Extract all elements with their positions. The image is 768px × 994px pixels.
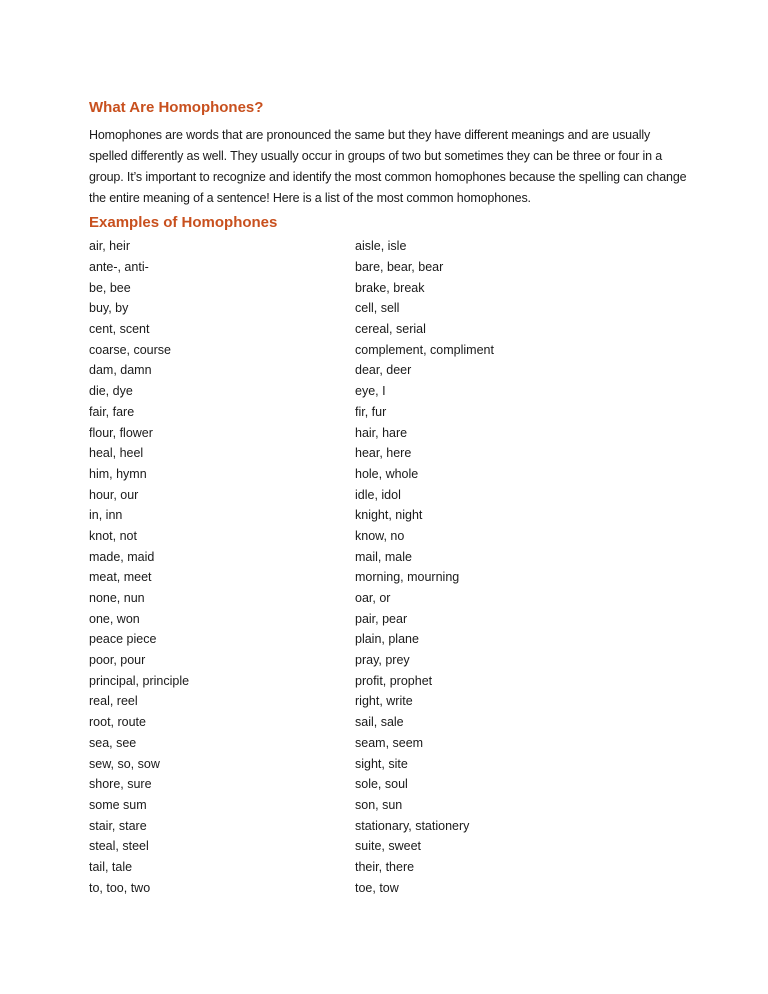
list-row: [89, 753, 689, 774]
list-item-left: shore, sure: [89, 777, 152, 792]
list-row: [89, 650, 689, 671]
list-item-left: tail, tale: [89, 859, 133, 874]
list-row: [89, 526, 689, 547]
list-item-right: suite, sweet: [355, 839, 422, 854]
list-item-right: their, there: [355, 859, 415, 874]
list-row: [89, 774, 689, 795]
page-title: What Are Homophones?: [89, 99, 264, 116]
list-item-right: brake, break: [355, 280, 425, 295]
list-row: [89, 298, 689, 319]
list-item-right: son, sun: [355, 797, 403, 812]
list-row: [89, 277, 689, 298]
list-row: [89, 339, 689, 360]
list-item-left: peace piece: [89, 632, 157, 647]
list-item-left: principal, principle: [89, 673, 190, 688]
list-row: [89, 795, 689, 816]
list-row: [89, 546, 689, 567]
list-item-left: dam, damn: [89, 363, 152, 378]
list-item-left: die, dye: [89, 384, 133, 399]
list-row: [89, 608, 689, 629]
list-item-left: meat, meet: [89, 570, 152, 585]
list-item-left: him, hymn: [89, 466, 147, 481]
list-item-right: sole, soul: [355, 777, 408, 792]
list-item-left: knot, not: [89, 528, 137, 543]
list-row: [89, 360, 689, 381]
list-row: [89, 257, 689, 278]
list-row: [89, 402, 689, 423]
list-item-right: profit, prophet: [355, 673, 433, 688]
list-row: [89, 567, 689, 588]
list-item-left: be, bee: [89, 280, 131, 295]
list-row: [89, 422, 689, 443]
list-item-left: buy, by: [89, 301, 129, 316]
list-item-left: root, route: [89, 715, 146, 730]
list-row: [89, 712, 689, 733]
list-item-left: sea, see: [89, 735, 137, 750]
list-item-left: some sum: [89, 797, 147, 812]
list-item-right: aisle, isle: [355, 239, 407, 254]
list-row: [89, 505, 689, 526]
list-item-right: complement, compliment: [355, 342, 494, 357]
list-item-left: stair, stare: [89, 818, 147, 833]
list-item-right: idle, idol: [355, 487, 401, 502]
list-item-left: poor, pour: [89, 653, 146, 668]
list-item-left: none, nun: [89, 591, 145, 606]
list-item-left: flour, flower: [89, 425, 153, 440]
list-item-left: heal, heel: [89, 446, 144, 461]
list-item-right: stationary, stationery: [355, 818, 470, 833]
list-item-right: eye, I: [355, 384, 386, 399]
list-item-right: plain, plane: [355, 632, 419, 647]
list-row: [89, 733, 689, 754]
list-item-right: cell, sell: [355, 301, 400, 316]
list-item-right: seam, seem: [355, 735, 424, 750]
list-item-left: to, too, two: [89, 880, 151, 895]
list-row: [89, 691, 689, 712]
list-item-right: morning, mourning: [355, 570, 460, 585]
list-item-right: sight, site: [355, 756, 408, 771]
list-item-left: in, inn: [89, 508, 123, 523]
list-item-left: coarse, course: [89, 342, 171, 357]
list-item-right: fir, fur: [355, 404, 387, 419]
list-row: [89, 319, 689, 340]
intro-paragraph: Homophones are words that are pronounced the same but they have different meanings and are usually spelled differently as well. They usually occur in groups of two but sometimes they can be three or four in a group. It’s important to recognize and identify the most common homophones because the spelling can change the entire meaning of a sentence! Here is a list of the most common homophones.: [89, 128, 687, 205]
list-item-left: real, reel: [89, 694, 138, 709]
list-item-right: hear, here: [355, 446, 412, 461]
examples-heading: Examples of Homophones: [89, 214, 278, 231]
list-item-right: hole, whole: [355, 466, 419, 481]
list-item-right: pray, prey: [355, 653, 410, 668]
list-row: [89, 877, 689, 898]
list-row: [89, 236, 689, 257]
list-item-right: bare, bear, bear: [355, 260, 444, 275]
list-item-right: oar, or: [355, 591, 391, 606]
list-row: [89, 629, 689, 650]
list-item-right: know, no: [355, 528, 405, 543]
list-row: [89, 670, 689, 691]
list-item-left: fair, fare: [89, 404, 135, 419]
list-row: [89, 484, 689, 505]
list-item-right: sail, sale: [355, 715, 404, 730]
list-item-right: knight, night: [355, 508, 423, 523]
list-item-right: pair, pear: [355, 611, 408, 626]
list-item-left: ante-, anti-: [89, 260, 149, 275]
list-item-left: hour, our: [89, 487, 139, 502]
list-row: [89, 381, 689, 402]
list-row: [89, 815, 689, 836]
list-row: [89, 588, 689, 609]
list-row: [89, 836, 689, 857]
list-item-right: cereal, serial: [355, 322, 426, 337]
list-row: [89, 443, 689, 464]
list-item-right: right, write: [355, 694, 413, 709]
list-item-right: dear, deer: [355, 363, 412, 378]
list-item-right: mail, male: [355, 549, 412, 564]
list-item-left: steal, steel: [89, 839, 149, 854]
homophone-list: [89, 236, 689, 898]
document-page: [89, 98, 689, 898]
list-item-left: cent, scent: [89, 322, 150, 337]
list-item-right: hair, hare: [355, 425, 408, 440]
list-item-right: toe, tow: [355, 880, 399, 895]
list-item-left: sew, so, sow: [89, 756, 160, 771]
list-item-left: one, won: [89, 611, 140, 626]
list-item-left: made, maid: [89, 549, 155, 564]
list-row: [89, 464, 689, 485]
list-row: [89, 857, 689, 878]
list-item-left: air, heir: [89, 239, 130, 254]
